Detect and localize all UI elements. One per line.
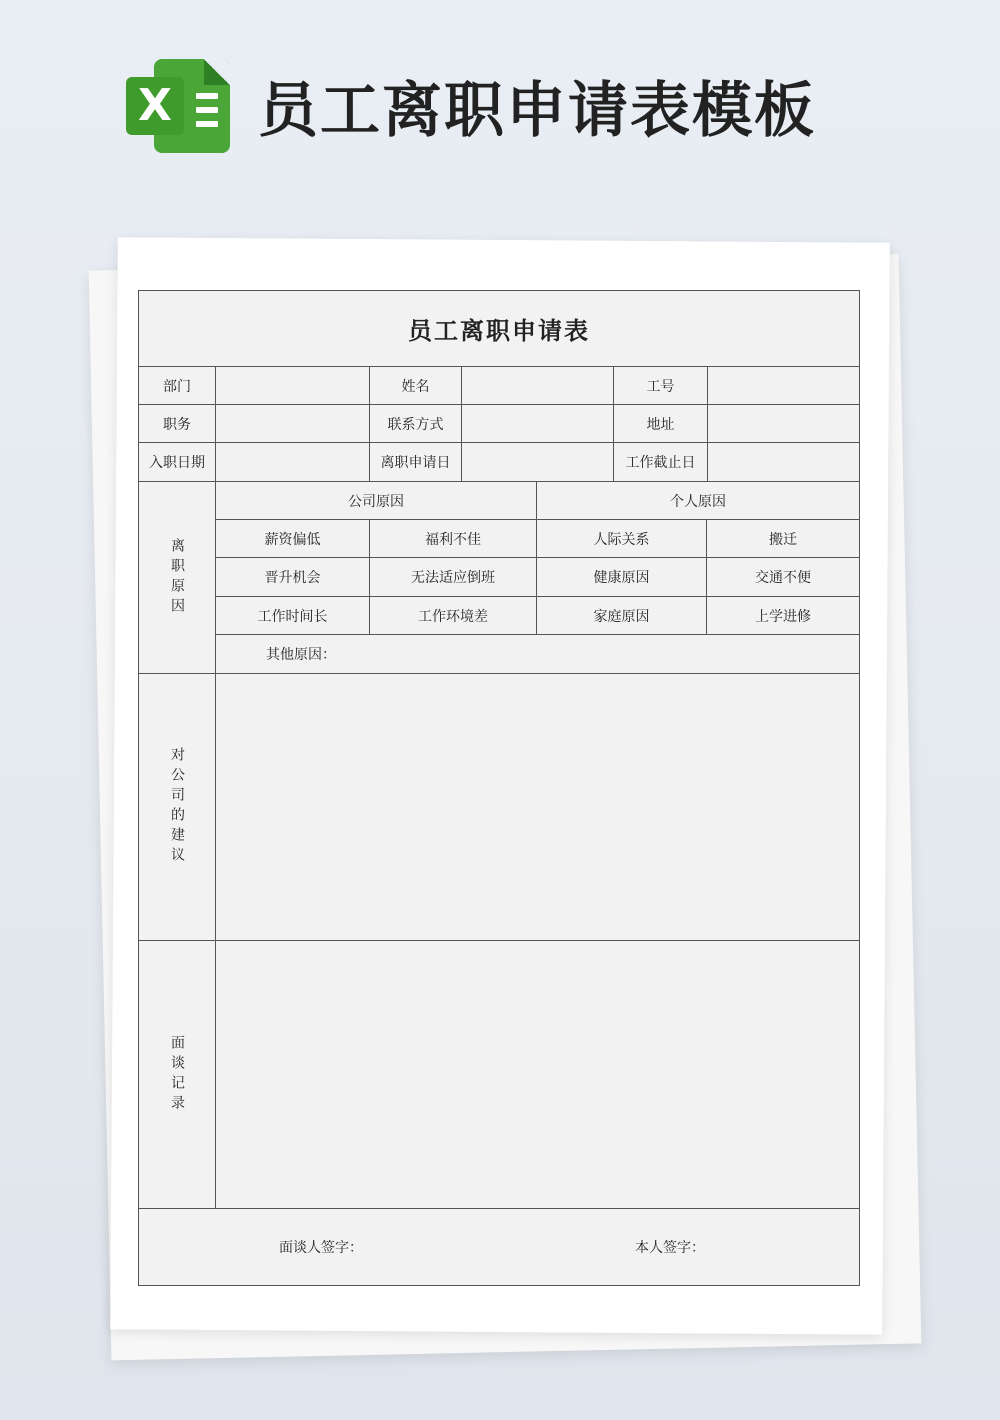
- field-employee-id[interactable]: [708, 367, 859, 405]
- label-employee-id: 工号: [614, 367, 708, 405]
- reason-option[interactable]: 交通不便: [707, 558, 859, 597]
- reason-option[interactable]: 工作环境差: [370, 597, 537, 635]
- resignation-form: [138, 290, 860, 1286]
- field-end-date[interactable]: [708, 443, 859, 482]
- field-address[interactable]: [708, 405, 859, 443]
- field-other-reasons[interactable]: 其他原因：: [216, 635, 859, 674]
- field-position[interactable]: [216, 405, 370, 443]
- field-suggestions[interactable]: [216, 674, 859, 941]
- interviewer-signature[interactable]: 面谈人签字：: [279, 1240, 363, 1256]
- field-name[interactable]: [462, 367, 614, 405]
- self-signature[interactable]: 本人签字：: [635, 1240, 705, 1256]
- reason-option[interactable]: 搬迁: [707, 520, 859, 558]
- reason-option[interactable]: 健康原因: [537, 558, 707, 597]
- reason-option[interactable]: 工作时间长: [216, 597, 370, 635]
- reason-option[interactable]: 福利不佳: [370, 520, 537, 558]
- label-position: 职务: [139, 405, 216, 443]
- label-department: 部门: [139, 367, 216, 405]
- header-company-reasons: 公司原因: [216, 482, 537, 520]
- page-title: 员工离职申请表模板: [258, 76, 816, 146]
- label-name: 姓名: [370, 367, 462, 405]
- header-personal-reasons: 个人原因: [537, 482, 859, 520]
- header: [126, 56, 816, 156]
- label-resignation-reason: 离职原因: [139, 482, 216, 674]
- reason-option[interactable]: 无法适应倒班: [370, 558, 537, 597]
- reason-option[interactable]: 薪资偏低: [216, 520, 370, 558]
- label-suggestions: 对公司的建议: [139, 674, 216, 941]
- reason-option[interactable]: 人际关系: [537, 520, 707, 558]
- field-application-date[interactable]: [462, 443, 614, 482]
- excel-x-icon: X: [126, 77, 184, 135]
- reason-option[interactable]: 家庭原因: [537, 597, 707, 635]
- signature-row: [139, 1209, 859, 1285]
- field-contact[interactable]: [462, 405, 614, 443]
- reason-option[interactable]: 晋升机会: [216, 558, 370, 597]
- field-hire-date[interactable]: [216, 443, 370, 482]
- excel-logo-icon: [126, 57, 232, 155]
- label-address: 地址: [614, 405, 708, 443]
- label-interview-record: 面谈记录: [139, 941, 216, 1209]
- label-end-date: 工作截止日: [614, 443, 708, 482]
- label-contact: 联系方式: [370, 405, 462, 443]
- label-hire-date: 入职日期: [139, 443, 216, 482]
- label-application-date: 离职申请日: [370, 443, 462, 482]
- field-interview-record[interactable]: [216, 941, 859, 1209]
- form-title: 员工离职申请表: [139, 291, 859, 367]
- reason-option[interactable]: 上学进修: [707, 597, 859, 635]
- field-department[interactable]: [216, 367, 370, 405]
